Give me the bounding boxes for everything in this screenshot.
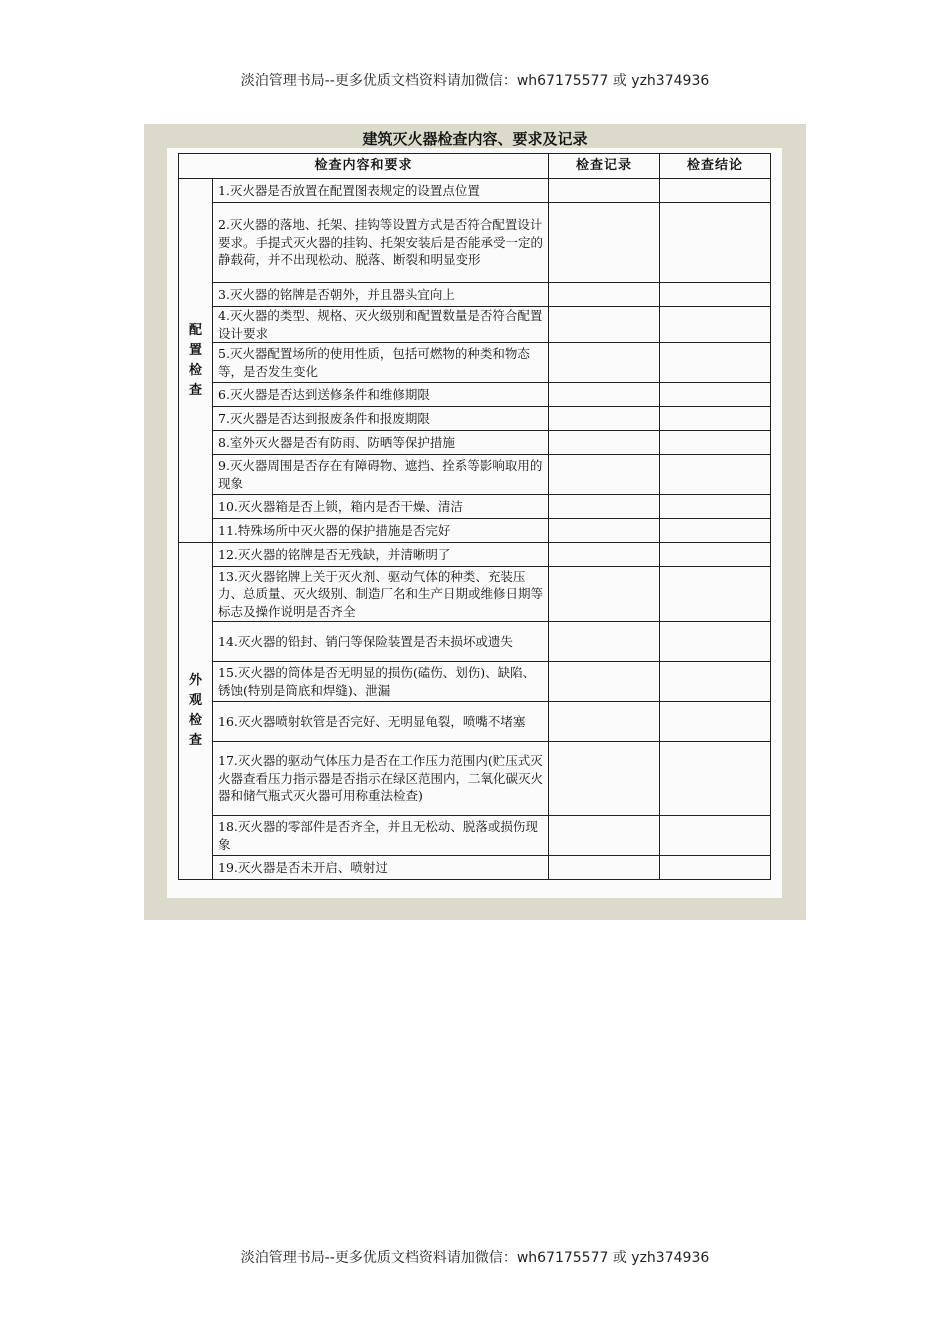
record-cell	[549, 203, 660, 283]
conclusion-cell	[660, 856, 771, 880]
conclusion-cell	[660, 179, 771, 203]
record-cell	[549, 283, 660, 307]
conclusion-cell	[660, 622, 771, 662]
table-row	[179, 702, 771, 742]
page-header: 淡泊管理书局--更多优质文档资料请加微信：wh67175577 或 yzh374936	[240, 73, 710, 89]
table-row	[179, 407, 771, 431]
check-item: 19.灭火器是否未开启、喷射过	[213, 856, 549, 880]
table-row	[179, 742, 771, 816]
check-item: 5.灭火器配置场所的使用性质，包括可燃物的种类和物态等，是否发生变化	[213, 343, 549, 383]
check-item: 16.灭火器喷射软管是否完好、无明显龟裂，喷嘴不堵塞	[213, 702, 549, 742]
table-row	[179, 283, 771, 307]
record-cell	[549, 431, 660, 455]
check-item: 13.灭火器铭牌上关于灭火剂、驱动气体的种类、充装压力、总质量、灭火级别、制造厂名和生产日期或维修日期等标志及操作说明是否齐全	[213, 567, 549, 622]
conclusion-cell	[660, 431, 771, 455]
record-cell	[549, 343, 660, 383]
check-item: 17.灭火器的驱动气体压力是否在工作压力范围内(贮压式灭火器查看压力指示器是否指示在绿区范围内，二氧化碳灭火器和储气瓶式灭火器可用称重法检查)	[213, 742, 549, 816]
record-cell	[549, 856, 660, 880]
table-row	[179, 179, 771, 203]
group-label-text: 外观检查	[188, 673, 202, 748]
record-cell	[549, 567, 660, 622]
conclusion-cell	[660, 203, 771, 283]
table-row	[179, 307, 771, 343]
record-cell	[549, 816, 660, 856]
record-cell	[549, 742, 660, 816]
group-label-0	[179, 179, 213, 543]
record-cell	[549, 622, 660, 662]
group-label-text: 配置检查	[188, 322, 202, 398]
check-item: 11.特殊场所中灭火器的保护措施是否完好	[213, 519, 549, 543]
column-header-conclusion: 检查结论	[660, 154, 771, 179]
page-footer: 淡泊管理书局--更多优质文档资料请加微信：wh67175577 或 yzh374936	[240, 1250, 710, 1266]
conclusion-cell	[660, 495, 771, 519]
table-row	[179, 543, 771, 567]
table-row	[179, 431, 771, 455]
table-row	[179, 343, 771, 383]
table-row	[179, 203, 771, 283]
record-cell	[549, 519, 660, 543]
check-item: 2.灭火器的落地、托架、挂钩等设置方式是否符合配置设计要求。手提式灭火器的挂钩、托架安装后是否能承受一定的静载荷，并不出现松动、脱落、断裂和明显变形	[213, 203, 549, 283]
conclusion-cell	[660, 283, 771, 307]
conclusion-cell	[660, 407, 771, 431]
conclusion-cell	[660, 519, 771, 543]
record-cell	[549, 455, 660, 495]
table-row	[179, 816, 771, 856]
table-row	[179, 622, 771, 662]
check-item: 14.灭火器的铅封、销闩等保险装置是否未损坏或遗失	[213, 622, 549, 662]
record-cell	[549, 407, 660, 431]
table-row	[179, 495, 771, 519]
conclusion-cell	[660, 816, 771, 856]
conclusion-cell	[660, 307, 771, 343]
record-cell	[549, 495, 660, 519]
column-header-content: 检查内容和要求	[179, 154, 549, 179]
table-title: 建筑灭火器检查内容、要求及记录	[362, 130, 588, 148]
conclusion-cell	[660, 343, 771, 383]
check-item: 15.灭火器的筒体是否无明显的损伤(磕伤、划伤)、缺陷、锈蚀(特别是筒底和焊缝)、泄漏	[213, 662, 549, 702]
inspection-table	[178, 153, 771, 880]
table-row	[179, 519, 771, 543]
record-cell	[549, 307, 660, 343]
table-row	[179, 856, 771, 880]
check-item: 10.灭火器箱是否上锁，箱内是否干燥、清洁	[213, 495, 549, 519]
check-item: 3.灭火器的铭牌是否朝外，并且器头宜向上	[213, 283, 549, 307]
record-cell	[549, 662, 660, 702]
table-row	[179, 567, 771, 622]
conclusion-cell	[660, 543, 771, 567]
conclusion-cell	[660, 742, 771, 816]
record-cell	[549, 179, 660, 203]
table-row	[179, 662, 771, 702]
conclusion-cell	[660, 567, 771, 622]
column-header-record: 检查记录	[549, 154, 660, 179]
table-row	[179, 383, 771, 407]
check-item: 6.灭火器是否达到送修条件和维修期限	[213, 383, 549, 407]
conclusion-cell	[660, 383, 771, 407]
check-item: 18.灭火器的零部件是否齐全，并且无松动、脱落或损伤现象	[213, 816, 549, 856]
record-cell	[549, 702, 660, 742]
conclusion-cell	[660, 662, 771, 702]
conclusion-cell	[660, 455, 771, 495]
record-cell	[549, 383, 660, 407]
check-item: 8.室外灭火器是否有防雨、防晒等保护措施	[213, 431, 549, 455]
check-item: 9.灭火器周围是否存在有障碍物、遮挡、拴系等影响取用的现象	[213, 455, 549, 495]
check-item: 12.灭火器的铭牌是否无残缺，并清晰明了	[213, 543, 549, 567]
check-item: 7.灭火器是否达到报废条件和报废期限	[213, 407, 549, 431]
record-cell	[549, 543, 660, 567]
group-label-1	[179, 543, 213, 880]
check-item: 1.灭火器是否放置在配置图表规定的设置点位置	[213, 179, 549, 203]
conclusion-cell	[660, 702, 771, 742]
table-row	[179, 455, 771, 495]
check-item: 4.灭火器的类型、规格、灭火级别和配置数量是否符合配置设计要求	[213, 307, 549, 343]
table-header-row	[179, 154, 771, 179]
